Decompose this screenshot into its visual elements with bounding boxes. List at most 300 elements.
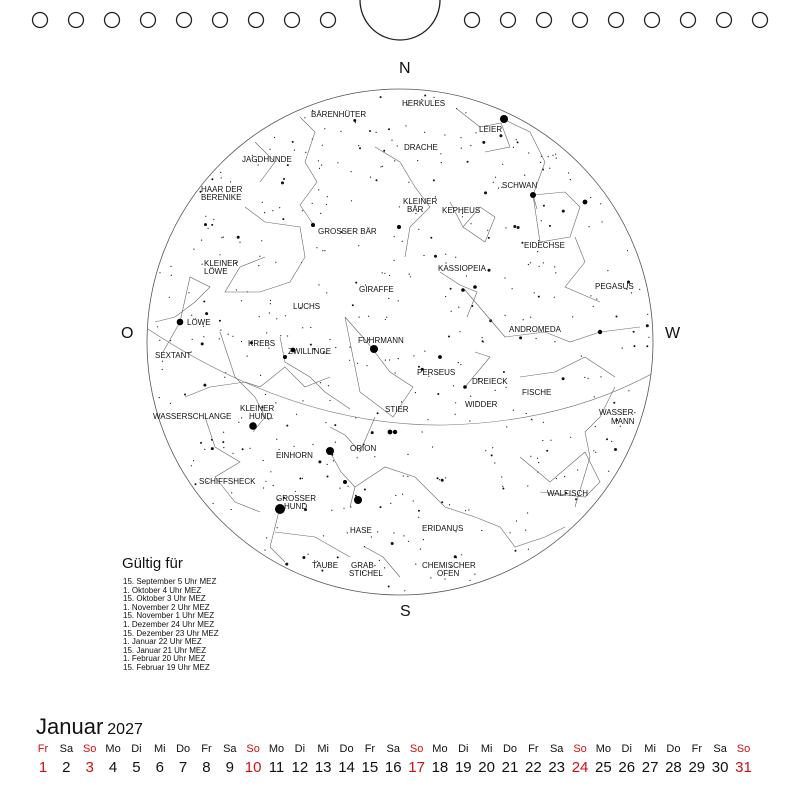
label-andromeda: ANDROMEDA [509,325,562,334]
field-star [468,509,469,510]
field-star [525,530,526,531]
field-star [260,375,261,376]
weekday-label: Do [176,743,191,755]
field-star [219,338,220,339]
field-star [430,237,432,239]
field-star [441,501,443,503]
field-star [614,448,617,451]
field-star [276,318,277,319]
field-star [374,456,375,457]
field-star [527,485,528,486]
field-star [339,488,340,489]
field-star [340,131,341,132]
field-star [427,419,428,420]
field-star [590,197,591,198]
field-star [351,200,352,201]
field-star [270,471,271,472]
field-star [326,204,327,205]
weekday-label: Di [131,743,142,755]
field-star [325,422,326,423]
field-star [191,465,192,466]
field-star [460,137,461,138]
field-star [380,96,382,98]
field-star [424,351,425,352]
field-star [631,292,632,293]
field-star [241,341,242,342]
field-star [537,251,538,252]
field-star [359,317,360,318]
field-star [310,327,311,328]
field-star [403,535,404,536]
weekday-label: Di [294,743,306,755]
field-star [157,326,158,327]
field-star [312,203,313,204]
label-schiffsheck: SCHIFFSHECK [199,477,256,486]
field-star [444,578,445,579]
field-star [450,288,452,290]
field-star [270,300,271,301]
field-star [357,457,358,458]
field-star [312,444,313,445]
field-star [238,422,239,423]
field-star [499,134,502,137]
field-star [371,431,374,434]
field-star [188,292,189,293]
field-star [384,273,385,274]
field-star [589,226,590,227]
direction-west: W [665,325,681,342]
day-number: 10 [244,759,262,776]
field-star [318,460,321,463]
field-star [434,255,437,258]
field-star [391,140,392,141]
field-star [405,125,406,126]
field-star [646,345,648,347]
label-fuhrmann: FUHRMANN [358,336,404,345]
field-star [402,241,403,242]
weekday-label: Sa [713,743,727,755]
validity-time: 1. Oktober 4 Uhr MEZ [123,585,202,595]
weekday-label: Fr [201,743,212,755]
validity-time: 15. Februar 19 Uhr MEZ [123,662,210,672]
field-star [526,413,527,414]
field-star [549,225,551,227]
field-star [527,512,528,513]
field-star [228,334,229,335]
field-star [258,265,259,266]
field-star [596,298,597,299]
field-star [275,402,276,403]
field-star [554,266,555,267]
field-star [539,266,540,267]
field-star [368,316,369,317]
field-star [584,377,585,378]
field-star [337,556,339,558]
field-star [404,590,405,591]
field-star [377,531,378,532]
field-star [394,236,395,237]
field-star [519,336,522,339]
day-number: 2 [62,759,71,776]
day-number: 30 [711,759,729,776]
field-star [319,168,320,169]
day-number: 4 [108,759,118,776]
label-wasserschlange: WASSERSCHLANGE [153,412,232,421]
field-star [594,396,595,397]
field-star [384,567,385,568]
weekday-label: Mo [268,743,285,755]
field-star [250,448,251,449]
field-star [481,530,482,531]
month-name: Januar [36,714,104,739]
field-star [437,477,439,479]
day-number: 12 [291,759,309,776]
field-star [528,549,529,550]
day-number: 3 [85,759,94,776]
label-wassermann-2: MANN [611,417,635,426]
field-star [223,237,224,238]
day-number: 19 [454,759,472,776]
field-star [201,240,202,241]
day-number: 21 [501,759,519,776]
label-dreieck: DREIECK [472,377,508,386]
field-star [422,431,423,432]
field-star [327,196,328,197]
label-pegasus: PEGASUS [595,282,634,291]
label-einhorn: EINHORN [276,451,313,460]
field-star [279,449,280,450]
field-star [475,132,476,133]
field-star [287,164,289,166]
field-star [562,210,565,213]
day-number: 27 [641,759,659,776]
label-chemischer-ofen-2: OFEN [437,569,460,578]
field-star [448,336,450,338]
weekday-label: Sa [59,743,74,755]
field-star [201,342,204,345]
field-star [445,296,446,297]
calendar-grid [31,743,781,783]
field-star [485,450,486,451]
field-star [543,205,545,207]
field-star [570,179,571,180]
field-star [424,95,426,97]
label-kleiner-baer-2: BÄR [407,205,424,214]
field-star [487,230,488,231]
field-star [200,442,202,444]
field-star [337,162,338,163]
field-star [460,364,461,365]
field-star [326,292,327,293]
field-star [162,369,163,370]
weekday-label: Mo [105,743,121,755]
label-kleiner-hund-2: HUND [249,412,273,421]
label-krebs: KREBS [248,339,276,348]
field-star [445,477,446,478]
field-star [530,317,531,318]
field-star [524,175,525,176]
day-number: 24 [571,759,589,776]
field-star [283,178,285,180]
field-star [394,160,395,161]
label-herkules: HERKULES [402,99,446,108]
field-star [505,227,506,228]
label-walfisch: WALFISCH [547,489,589,498]
field-star [343,508,344,509]
field-star [466,275,467,276]
field-star [401,401,402,402]
field-star [417,160,418,161]
label-wassermann-1: WASSER- [599,408,637,417]
label-drache: DRACHE [404,143,438,152]
field-star [465,510,466,511]
field-star [410,276,411,277]
field-star [263,487,264,488]
field-star [275,262,276,263]
field-star [352,304,354,306]
day-number: 9 [225,759,234,776]
field-star [445,254,446,255]
field-star [358,245,359,246]
field-star [324,128,325,129]
field-star [439,479,440,480]
label-fische: FISCHE [522,388,552,397]
field-star [465,112,466,113]
spiral-binding [0,0,800,50]
field-star [279,207,280,208]
field-star [302,400,303,401]
field-star [458,307,459,308]
day-number: 13 [314,759,332,776]
field-star [413,500,414,501]
field-star [223,432,224,433]
label-kleiner-hund-1: KLEINER [240,404,275,413]
validity-time: 15. September 5 Uhr MEZ [123,577,217,586]
weekday-label: Di [621,743,632,755]
field-star [231,509,232,510]
field-star [348,486,349,487]
field-star [646,324,649,327]
field-star [389,359,390,360]
label-sextant: SEXTANT [155,351,192,360]
day-number: 23 [548,759,566,776]
field-star [633,331,635,333]
field-star [241,300,242,301]
field-star [335,442,336,443]
field-star [543,262,544,263]
weekday-label: So [246,743,260,755]
field-star [383,150,385,152]
label-eidechse: EIDECHSE [524,241,565,250]
label-leier: LEIER [479,125,503,134]
field-star [265,394,266,395]
field-star [423,255,424,256]
day-number: 8 [202,759,211,776]
field-star [203,384,206,387]
field-star [159,340,160,341]
label-kepheus: KEPHEUS [442,206,481,215]
field-star [219,254,220,255]
field-star [461,148,462,149]
field-star [223,447,224,448]
field-star [171,275,172,276]
field-star [420,549,421,550]
field-star [379,560,380,561]
day-number: 5 [132,759,141,776]
field-star [204,223,207,226]
field-star [397,145,398,146]
field-star [205,216,206,217]
day-number: 31 [735,759,752,776]
validity-time: 1. November 2 Uhr MEZ [123,602,210,612]
field-star [272,210,273,211]
field-star [483,341,484,342]
field-star [502,488,504,490]
field-star [528,152,529,153]
month-title [36,714,143,740]
field-star [351,171,352,172]
field-star [261,240,262,241]
field-star [193,249,194,250]
field-star [380,166,381,167]
field-star [211,224,213,226]
field-star [277,527,278,528]
field-star [600,203,601,204]
label-kleiner-loewe-1: KLEINER [204,259,239,268]
field-star [388,586,390,588]
field-star [327,476,329,478]
field-star [388,128,390,130]
field-star [299,478,301,480]
field-star [432,446,433,447]
label-zwillinge: ZWILLINGE [288,347,332,356]
field-star [433,179,435,181]
weekday-label: Fr [691,743,702,755]
field-star [550,440,551,441]
field-star [241,417,242,418]
field-star [318,160,319,161]
field-star [482,337,483,338]
field-star [512,288,513,289]
field-star [334,424,336,426]
field-star [195,483,197,485]
validity-time: 15. November 1 Uhr MEZ [123,611,215,621]
field-star [377,412,379,414]
field-star [418,517,419,518]
field-star [531,419,532,420]
field-star [266,332,267,333]
field-star [622,348,623,349]
field-star [170,403,171,404]
field-star [530,456,531,457]
field-star [628,390,629,391]
weekday-label: Do [502,743,518,755]
field-star [423,539,424,540]
field-star [402,494,403,495]
field-star [305,152,306,153]
label-chemischer-ofen-1: CHEMISCHER [422,561,476,570]
field-star [536,338,537,339]
weekday-label: So [409,743,424,755]
weekday-label: Do [339,743,354,755]
field-star [541,220,542,221]
field-star [454,555,457,558]
field-star [162,361,163,362]
field-star [364,489,366,491]
field-star [247,356,248,357]
day-number: 22 [525,759,542,776]
field-star [211,447,214,450]
field-star [391,542,394,545]
field-star [495,390,496,391]
field-star [498,188,499,189]
field-star [208,228,209,229]
field-star [513,410,514,411]
field-star [213,219,214,220]
field-star [193,460,194,461]
field-star [627,250,628,251]
weekday-label: Sa [549,743,564,755]
field-star [611,441,612,442]
field-star [393,532,394,533]
field-star [224,377,225,378]
field-star [286,425,288,427]
field-star [323,535,324,536]
label-grosser-baer: GROSSER BÄR [318,227,377,236]
field-star [546,450,548,452]
field-star [287,335,288,336]
field-star [230,181,231,182]
field-star [202,264,203,265]
field-star [449,504,450,505]
field-star [538,296,540,298]
field-star [385,319,386,320]
field-star [556,478,557,479]
field-star [192,339,193,340]
weekday-label: Fr [528,743,539,755]
star-map [145,87,655,597]
field-star [484,191,487,194]
field-star [575,498,577,500]
field-star [516,520,517,521]
field-star [395,372,396,373]
field-star [389,275,390,276]
field-star [170,340,171,341]
field-star [205,312,208,315]
field-star [213,503,214,504]
field-star [237,236,240,239]
field-star [540,162,541,163]
day-number: 16 [384,759,402,776]
field-star [219,320,221,322]
field-star [390,503,391,504]
field-star [613,402,615,404]
field-star [492,447,493,448]
label-haar-der: HAAR DER [201,185,243,194]
field-star [470,145,471,146]
field-star [302,327,303,328]
field-star [388,298,389,299]
field-star [376,132,377,133]
day-number: 7 [178,759,188,776]
field-star [382,166,383,167]
field-star [258,164,259,165]
field-star [606,438,608,440]
field-star [322,250,323,251]
field-star [276,439,277,440]
field-star [398,300,399,301]
field-star [382,272,383,273]
